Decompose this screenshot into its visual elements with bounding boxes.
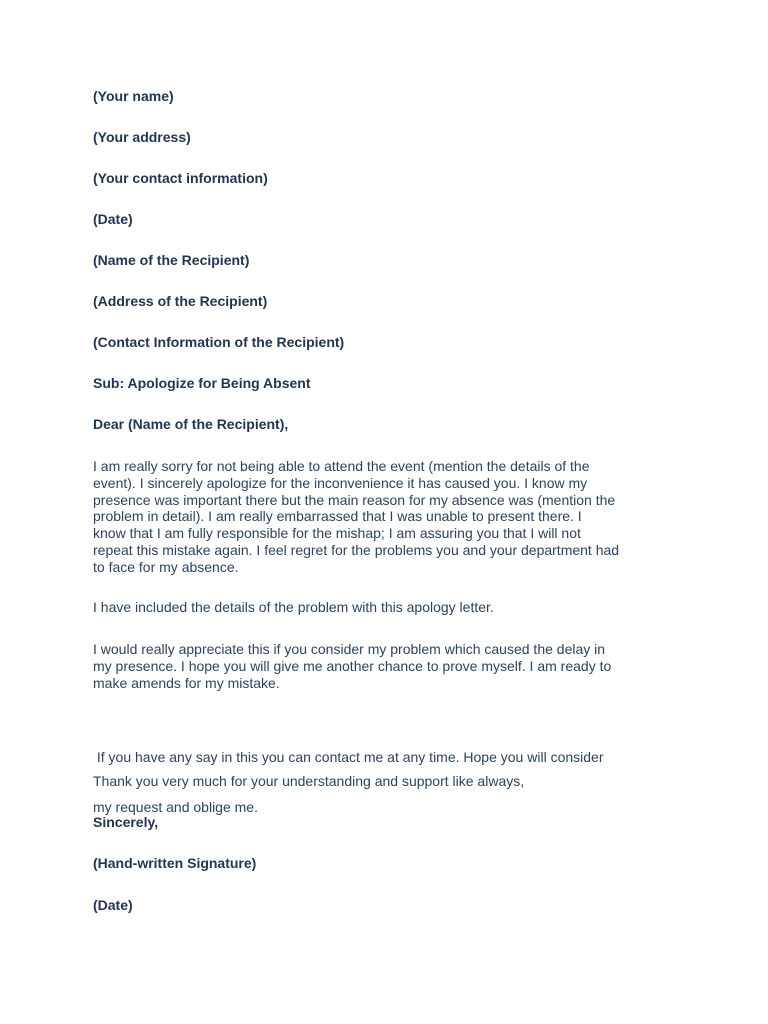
- paragraph-line: make amends for my mistake.: [93, 674, 280, 691]
- paragraph-line: I would really appreciate this if you consider my problem which caused the delay in: [93, 641, 606, 657]
- letter-salutation: Dear (Name of the Recipient),: [93, 416, 289, 432]
- body-paragraph-5: [93, 773, 683, 790]
- paragraph-line: to face for my absence.: [93, 558, 239, 575]
- recipient-contact: (Contact Information of the Recipient): [93, 334, 345, 350]
- recipient-address: (Address of the Recipient): [93, 293, 268, 309]
- paragraph-line: If you have any say in this you can contact me at any time. Hope you will consider: [93, 748, 604, 765]
- sender-contact: (Your contact information): [93, 170, 268, 186]
- paragraph-line: I have included the details of the problem with this apology letter.: [93, 599, 494, 615]
- paragraph-line: I am really sorry for not being able to attend the event (mention the details of the: [93, 458, 590, 474]
- sender-name: (Your name): [93, 88, 174, 104]
- paragraph-line: my presence. I hope you will give me another chance to prove myself. I am ready to: [93, 657, 612, 674]
- paragraph-line: event). I sincerely apologize for the inconvenience it has caused you. I know my: [93, 474, 588, 491]
- closing-sincerely: Sincerely,: [93, 814, 159, 830]
- paragraph-line: know that I am fully responsible for the mishap; I am assuring you that I will not: [93, 525, 581, 542]
- body-paragraph-2: [93, 599, 683, 616]
- letter-date: (Date): [93, 211, 133, 227]
- paragraph-line: problem in detail). I am really embarrassed that I was unable to present there. I: [93, 508, 582, 525]
- closing-date: (Date): [93, 897, 133, 913]
- recipient-name: (Name of the Recipient): [93, 252, 250, 268]
- paragraph-line: repeat this mistake again. I feel regret for the problems you and your department had: [93, 541, 620, 558]
- body-paragraph-3: [93, 641, 683, 691]
- body-paragraph-1: [93, 458, 683, 576]
- paragraph-line: my request and oblige me.: [93, 798, 258, 815]
- sender-address: (Your address): [93, 129, 191, 145]
- paragraph-line: presence was important there but the main reason for my absence was (mention the: [93, 491, 616, 508]
- letter-subject: Sub: Apologize for Being Absent: [93, 375, 311, 391]
- paragraph-line: Thank you very much for your understanding and support like always,: [93, 773, 525, 789]
- closing-signature: (Hand-written Signature): [93, 855, 257, 871]
